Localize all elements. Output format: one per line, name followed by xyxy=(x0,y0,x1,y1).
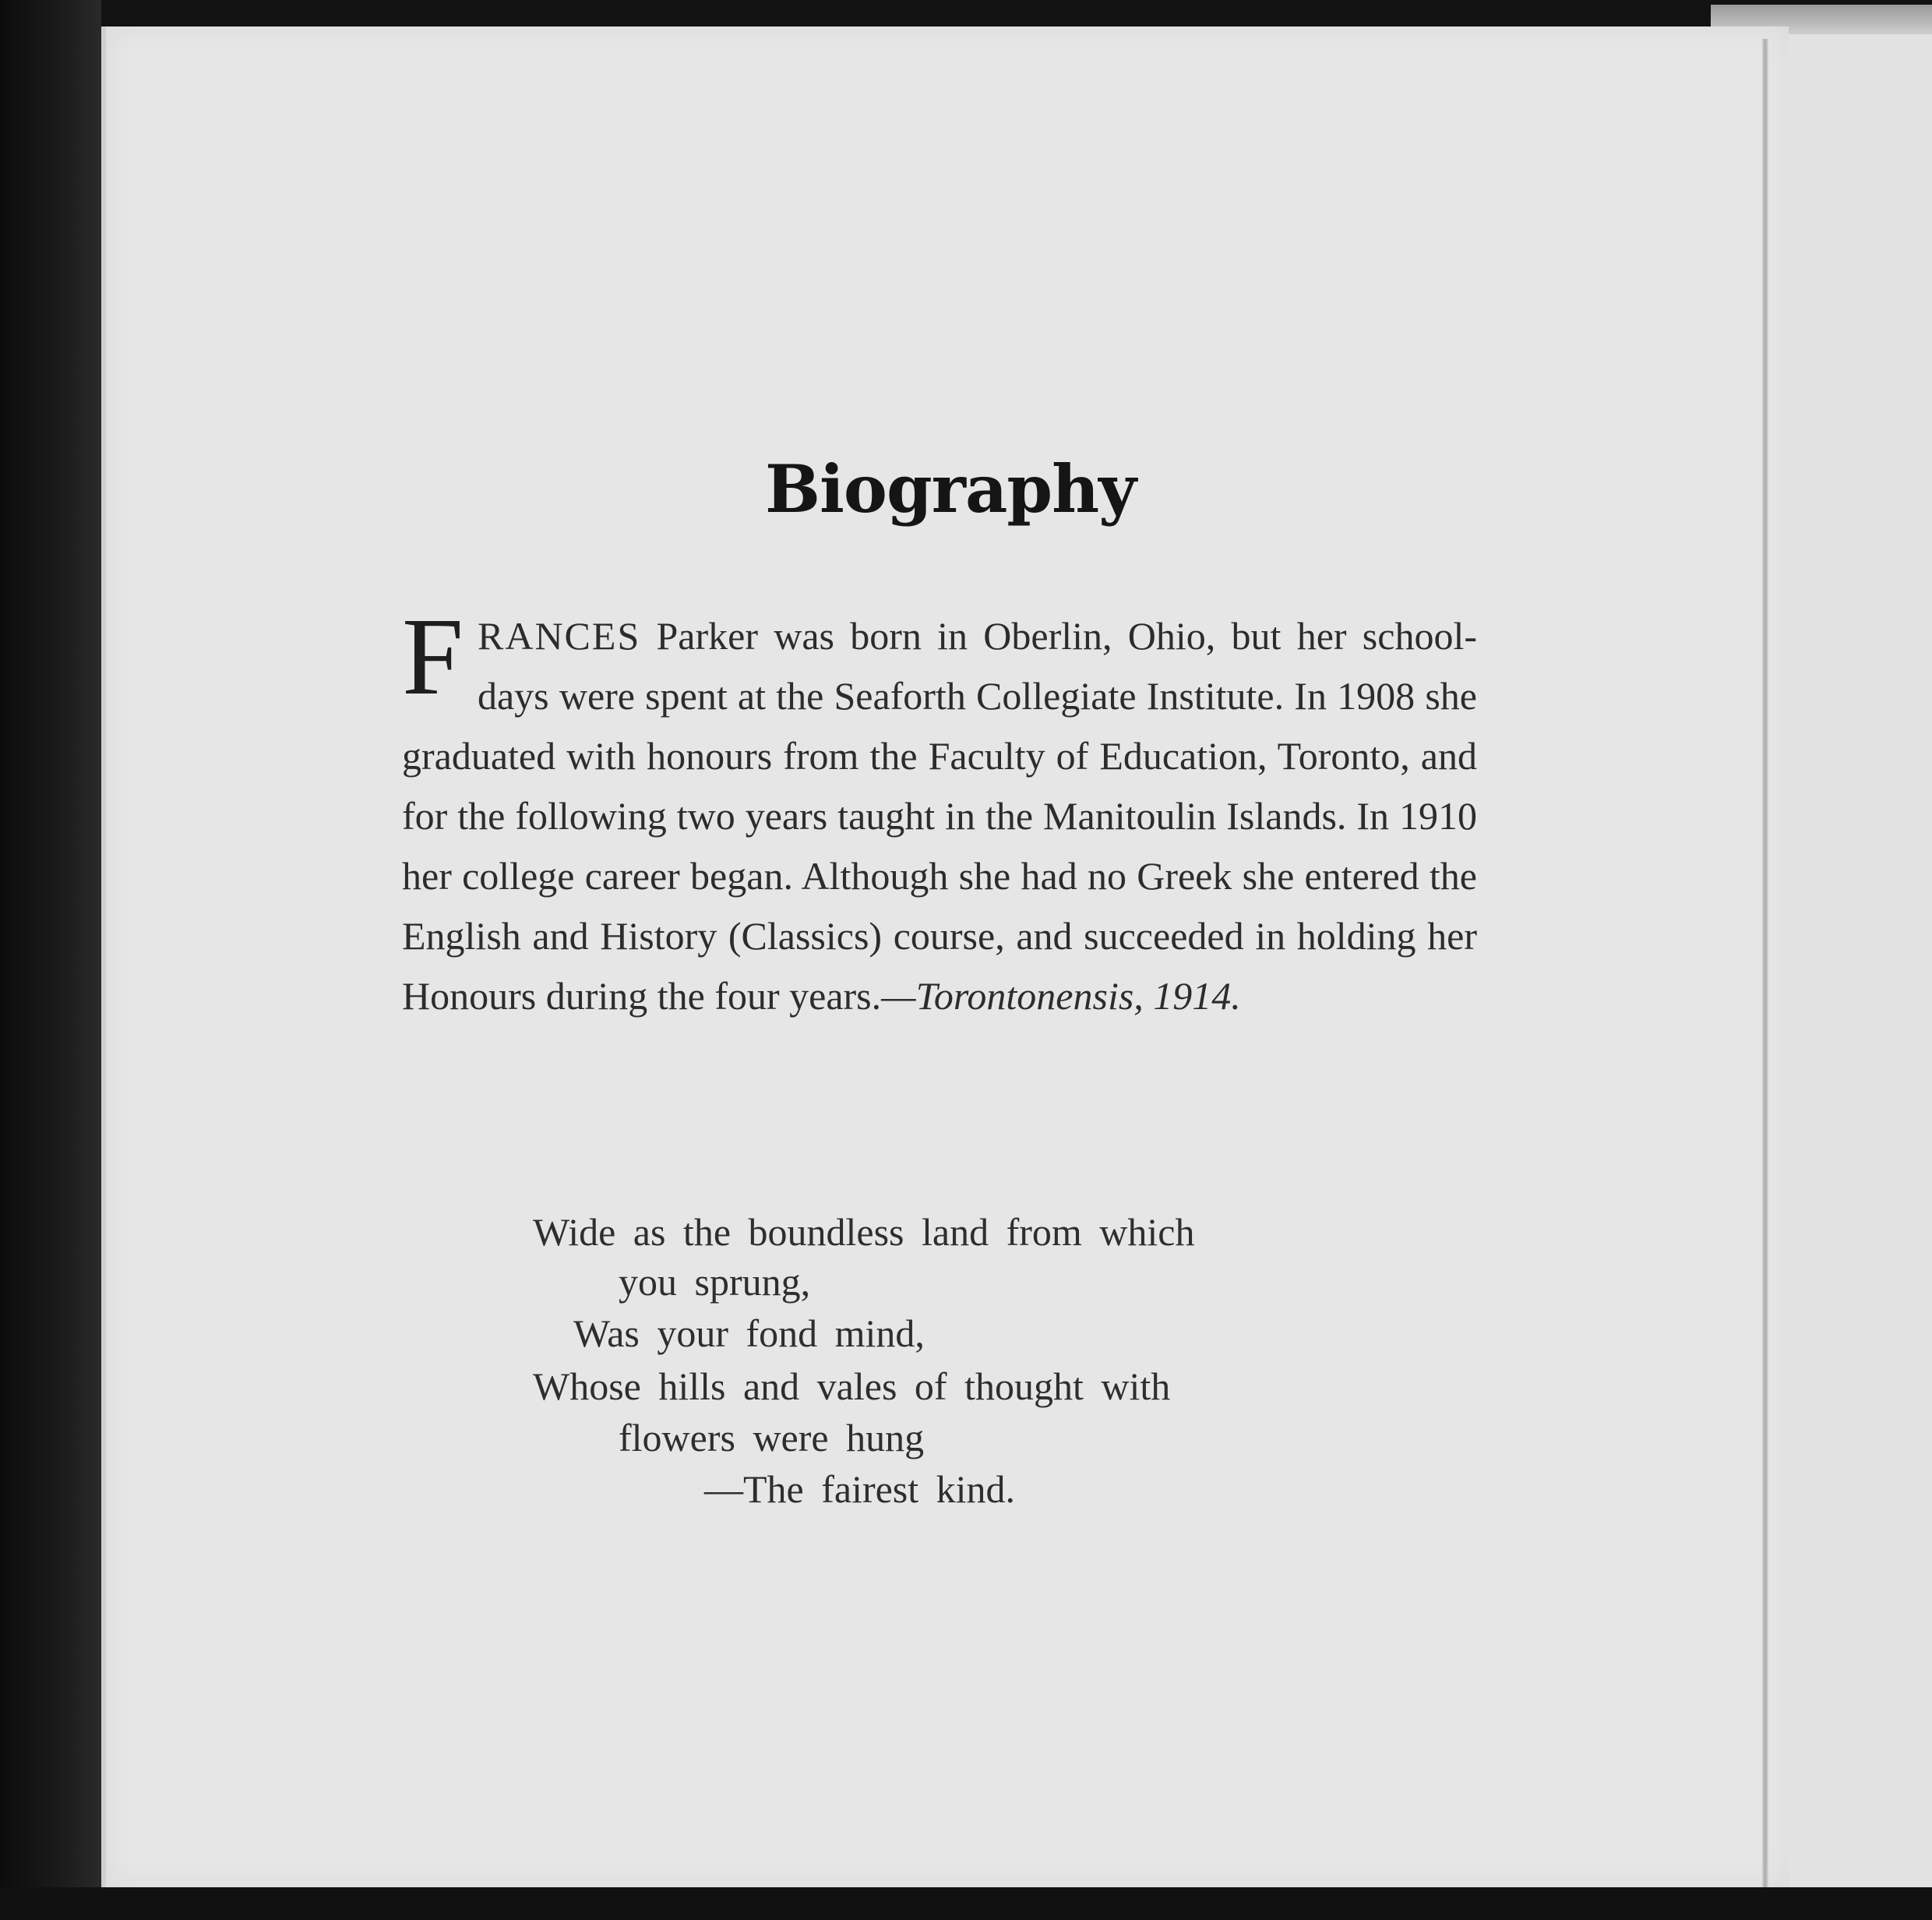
poem-line: —The fairest kind. xyxy=(704,1467,1016,1511)
biography-text: Parker was born in Oberlin, Ohio, but her school-days were spent at the Seaforth Collegiate Institute. In 1908 she graduated with honours from the Faculty of Education, Toronto, and for the following two years taught in the Manitoulin Islands. In 1910 her college career began. Although she had no Greek she entered the English and History (Classics) course, and succeeded in holding her Honours during the four years. xyxy=(402,614,1477,1018)
scan-top-edge xyxy=(0,0,1932,28)
citation: —Torontonensis, 1914. xyxy=(881,974,1241,1018)
poem-line: you sprung, xyxy=(619,1260,811,1304)
page-title: Biography xyxy=(765,450,1136,528)
drop-cap: F xyxy=(402,595,464,718)
poem-line: Whose hills and vales of thought with xyxy=(533,1364,1171,1408)
poem-line: Was your fond mind, xyxy=(573,1311,925,1355)
poem-line: flowers were hung xyxy=(619,1416,925,1459)
biography-paragraph xyxy=(402,595,1477,1026)
opening-caps: RANCES xyxy=(477,614,641,658)
poem-line: Wide as the boundless land from which xyxy=(533,1210,1195,1254)
page-gutter xyxy=(1762,39,1768,1894)
scan-left-edge xyxy=(0,0,101,1920)
next-page-edge xyxy=(1784,34,1932,1889)
scan-bottom-edge xyxy=(0,1887,1932,1920)
